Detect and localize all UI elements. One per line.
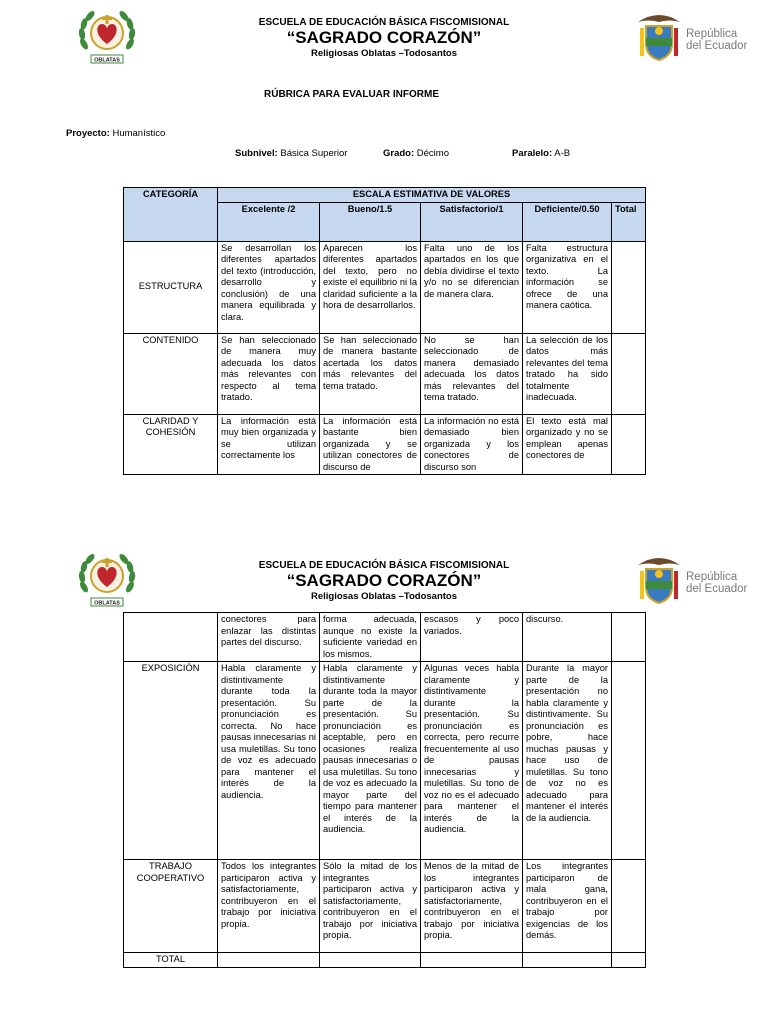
republic-name: República del Ecuador [686, 28, 748, 52]
ecuador-government-logo [636, 10, 756, 68]
column-header: Deficiente/0.50 [523, 202, 612, 241]
criteria-cell: Falta uno de los apartados en los que debía dividirse el texto y/o no se diferencian de manera clara. [421, 241, 523, 333]
criteria-cell: La selección de los datos más relevantes del tema tratado ha sido totalmente inadecuada. [523, 333, 612, 414]
criteria-cell: Se desarrollan los diferentes apartados del texto (introducción, desarrollo y conclusión) de una manera equilibrada y clara. [218, 241, 320, 333]
total-cell [612, 241, 646, 333]
ecuador-coat-of-arms-icon [636, 553, 682, 607]
total-cell [612, 414, 646, 475]
republic-name: República del Ecuador [686, 571, 748, 595]
criteria-cell: Aparecen los diferentes apartados del texto, pero no existe el equilibrio ni la claridad suficiente a la hora de desarrollarlos. [320, 241, 421, 333]
category-cell: TRABAJO COOPERATIVO [124, 860, 218, 953]
table-row [124, 860, 646, 953]
table-row [124, 241, 646, 333]
total-cell [612, 333, 646, 414]
rubric-title: RÚBRICA PARA EVALUAR INFORME [264, 89, 439, 100]
criteria-cell: La información está muy bien organizada y se utilizan correctamente los [218, 414, 320, 475]
table-row [124, 414, 646, 475]
criteria-cell: No se han seleccionado de manera demasiado adecuada los datos más relevantes del tema tratado. [421, 333, 523, 414]
score-cell [320, 953, 421, 968]
total-cell [612, 662, 646, 860]
total-cell [612, 860, 646, 953]
criteria-cell: Se han seleccionado de manera muy adecuada los datos más relevantes con respecto al tema tratado. [218, 333, 320, 414]
rubric-table-part-2 [123, 612, 646, 968]
criteria-cell: Menos de la mitad de los integrantes participaron activa y satisfactoriamente, contribuyeron en el trabajo por iniciativa propia. [421, 860, 523, 953]
criteria-cell: conectores para enlazar las distintas partes del discurso. [218, 613, 320, 662]
school-type: ESCUELA DE EDUCACIÓN BÁSICA FISCOMISIONAL [258, 17, 510, 28]
religious-order: Religiosas Oblatas –Todosantos [310, 591, 458, 602]
criteria-cell: Los integrantes participaron de mala gana, contribuyeron en el trabajo por exigencias de los demás. [523, 860, 612, 953]
grado-field: Grado: Décimo [383, 148, 449, 159]
score-cell [218, 953, 320, 968]
column-header: Satisfactorio/1 [421, 202, 523, 241]
ecuador-government-logo [636, 553, 756, 611]
criteria-cell: discurso. [523, 613, 612, 662]
criteria-cell: Algunas veces habla claramente y distintivamente durante la presentación. Su pronunciación es correcta, pero recurre frecuentemente al uso de pausas innecesarias y muletillas. Su tono de voz no es el adecuado para mantener el interés de la audiencia. [421, 662, 523, 860]
school-name: “SAGRADO CORAZÓN” [286, 28, 482, 47]
subnivel-field: Subnivel: Básica Superior [235, 148, 348, 159]
project-line: Proyecto: Humanístico [66, 128, 166, 139]
criteria-cell: Se han seleccionado de manera bastante acertada los datos más relevantes del tema tratado. [320, 333, 421, 414]
criteria-cell: El texto está mal organizado y no se emplean apenas conectores de [523, 414, 612, 475]
column-header: Excelente /2 [218, 202, 320, 241]
svg-text:OBLATAS: OBLATAS [94, 57, 120, 64]
religious-order: Religiosas Oblatas –Todosantos [310, 48, 458, 59]
criteria-cell: Habla claramente y distintivamente durante toda la mayor parte de la presentación. Su pronunciación es aceptable, pero en ocasiones realiza pausas innecesarias o usa muletillas. Su tono de voz es adecuado la mayor parte del tiempo para mantener el interés de la audiencia. [320, 662, 421, 860]
ecuador-coat-of-arms-icon [636, 10, 682, 64]
score-cell [612, 953, 646, 968]
category-cell [124, 613, 218, 662]
document-page-1 [0, 0, 768, 500]
criteria-cell: Todos los integrantes participaron activa y satisfactoriamente, contribuyeron en el trabajo por iniciativa propia. [218, 860, 320, 953]
scale-header: ESCALA ESTIMATIVA DE VALORES [218, 188, 646, 203]
criteria-cell: Habla claramente y distintivamente durante toda la presentación. Su pronunciación es correcta. No hace pausas innecesarias ni usa muletillas. Su tono de voz es adecuado para mantener el interés de la audiencia. [218, 662, 320, 860]
svg-text:OBLATAS: OBLATAS [94, 600, 120, 607]
criteria-cell: La información está bastante bien organizada y se utilizan conectores de discurso de [320, 414, 421, 475]
criteria-cell: escasos y poco variados. [421, 613, 523, 662]
school-type: ESCUELA DE EDUCACIÓN BÁSICA FISCOMISIONAL [258, 560, 510, 571]
category-cell: ESTRUCTURA [124, 241, 218, 333]
column-header: Bueno/1.5 [320, 202, 421, 241]
total-row [124, 953, 646, 968]
column-header: Total [612, 202, 646, 241]
table-row [124, 333, 646, 414]
score-cell [523, 953, 612, 968]
criteria-cell: La información no está demasiado bien organizada y los conectores de discurso son [421, 414, 523, 475]
table-row [124, 613, 646, 662]
paralelo-field: Paralelo: A-B [512, 148, 571, 159]
total-label: TOTAL [124, 953, 218, 968]
category-cell: EXPOSICIÓN [124, 662, 218, 860]
rubric-table-part-1 [123, 187, 646, 475]
table-row [124, 662, 646, 860]
category-cell: CONTENIDO [124, 333, 218, 414]
criteria-cell: Sólo la mitad de los integrantes participaron activa y satisfactoriamente, contribuyeron en el trabajo por iniciativa propia. [320, 860, 421, 953]
score-cell [421, 953, 523, 968]
school-name: “SAGRADO CORAZÓN” [286, 571, 482, 590]
total-cell [612, 613, 646, 662]
document-page-2 [0, 545, 768, 1024]
category-cell: CLARIDAD Y COHESIÓN [124, 414, 218, 475]
criteria-cell: Falta estructura organizativa en el texto. La información se ofrece de una manera caótica. [523, 241, 612, 333]
criteria-cell: Durante la mayor parte de la presentación no habla claramente y distintivamente. Su pronunciación es pobre, hace muchas pausas y hace uso de muletillas. Su tono de voz no es adecuado para mantener el interés de la audiencia. [523, 662, 612, 860]
criteria-cell: forma adecuada, aunque no existe la suficiente variedad en los mismos. [320, 613, 421, 662]
category-header: CATEGORÍA [124, 188, 218, 242]
